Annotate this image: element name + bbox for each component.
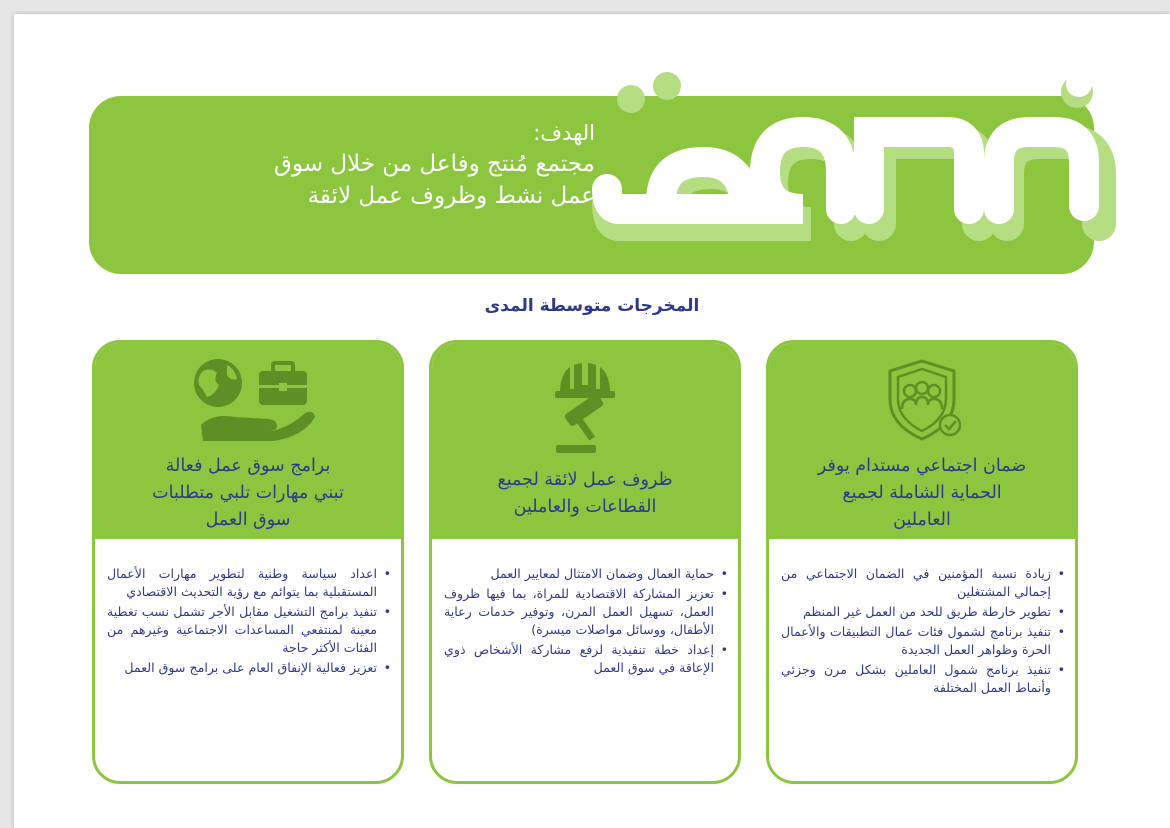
logo-dot-1: [617, 85, 645, 113]
list-item: • تنفيذ برنامج لشمول فئات عمال التطبيقات والأعمال الحرة وظواهر العمل الجديدة: [781, 623, 1065, 659]
list-item: • حماية العمال وضمان الامتثال لمعايير العمل: [444, 565, 728, 583]
social-protection-shield-icon: [769, 355, 1075, 445]
card-title-line: القطاعات والعاملين: [513, 497, 657, 517]
card-title-line: تبني مهارات تلبي متطلبات: [152, 483, 344, 503]
forsa-logo: [579, 54, 1149, 294]
list-item: • زيادة نسبة المؤمنين في الضمان الاجتماعي من إجمالي المشتغلين: [781, 565, 1065, 601]
goal-line-2: عمل نشط وظروف عمل لائقة: [307, 183, 595, 209]
card-title-line: ظروف عمل لائقة لجميع: [497, 470, 673, 490]
document-page: [14, 14, 1170, 828]
card-title-line: ضمان اجتماعي مستدام يوفر: [817, 456, 1027, 476]
list-item: • إعداد خطة تنفيذية لرفع مشاركة الأشخاص ذوي الإعاقة في سوق العمل: [444, 641, 728, 677]
logo-dot-2: [653, 72, 681, 100]
list-item: • تنفيذ برنامج شمول العاملين بشكل مرن وجزئي وأنماط العمل المختلفة: [781, 661, 1065, 697]
card-title-line: العاملين: [893, 510, 951, 530]
card-output-list: [107, 565, 391, 679]
hardhat-gavel-icon: [432, 351, 738, 441]
list-item: • تطوير خارطة طريق للحد من العمل غير المنظم: [781, 603, 1065, 621]
goal-line-1: مجتمع مُنتج وفاعل من خلال سوق: [274, 151, 595, 177]
logo-letters: [607, 132, 1084, 209]
list-item: • تعزيز فعالية الإنفاق العام على برامج سوق العمل: [107, 659, 391, 677]
card-decent-work: [429, 340, 741, 784]
card-title-line: الحماية الشاملة لجميع: [842, 483, 1002, 503]
card-title-line: سوق العمل: [205, 510, 291, 530]
outputs-title: المخرجات متوسطة المدى: [484, 296, 700, 316]
card-social-protection: [766, 340, 1078, 784]
card-output-list: [444, 565, 728, 679]
card-output-list: [781, 565, 1065, 699]
goal-block: [135, 118, 595, 212]
card-title-line: برامج سوق عمل فعالة: [165, 456, 331, 476]
card-title: [105, 453, 391, 534]
card-labor-market: [92, 340, 404, 784]
list-item: • تنفيذ برامج التشغيل مقابل الأجر تشمل نسب تغطية معينة لمنتفعي المساعدات الاجتماعية وغيرهم من الفئات الأكثر حاجة: [107, 603, 391, 657]
card-title: [779, 453, 1065, 534]
logo-dot-4: [1066, 71, 1092, 97]
goal-label: الهدف:: [533, 121, 595, 145]
list-item: • تعزيز المشاركة الاقتصادية للمراة، بما فيها ظروف العمل، تسهيل العمل المرن، وتوفير خدمات رعاية الأطفال، ووسائل مواصلات ميسرة): [444, 585, 728, 639]
card-title: [442, 467, 728, 521]
globe-briefcase-hand-icon: [95, 349, 401, 439]
list-item: • اعداد سياسة وطنية لتطوير مهارات الأعمال المستقبلية بما يتوائم مع رؤية التحديث الاقتصادي: [107, 565, 391, 601]
